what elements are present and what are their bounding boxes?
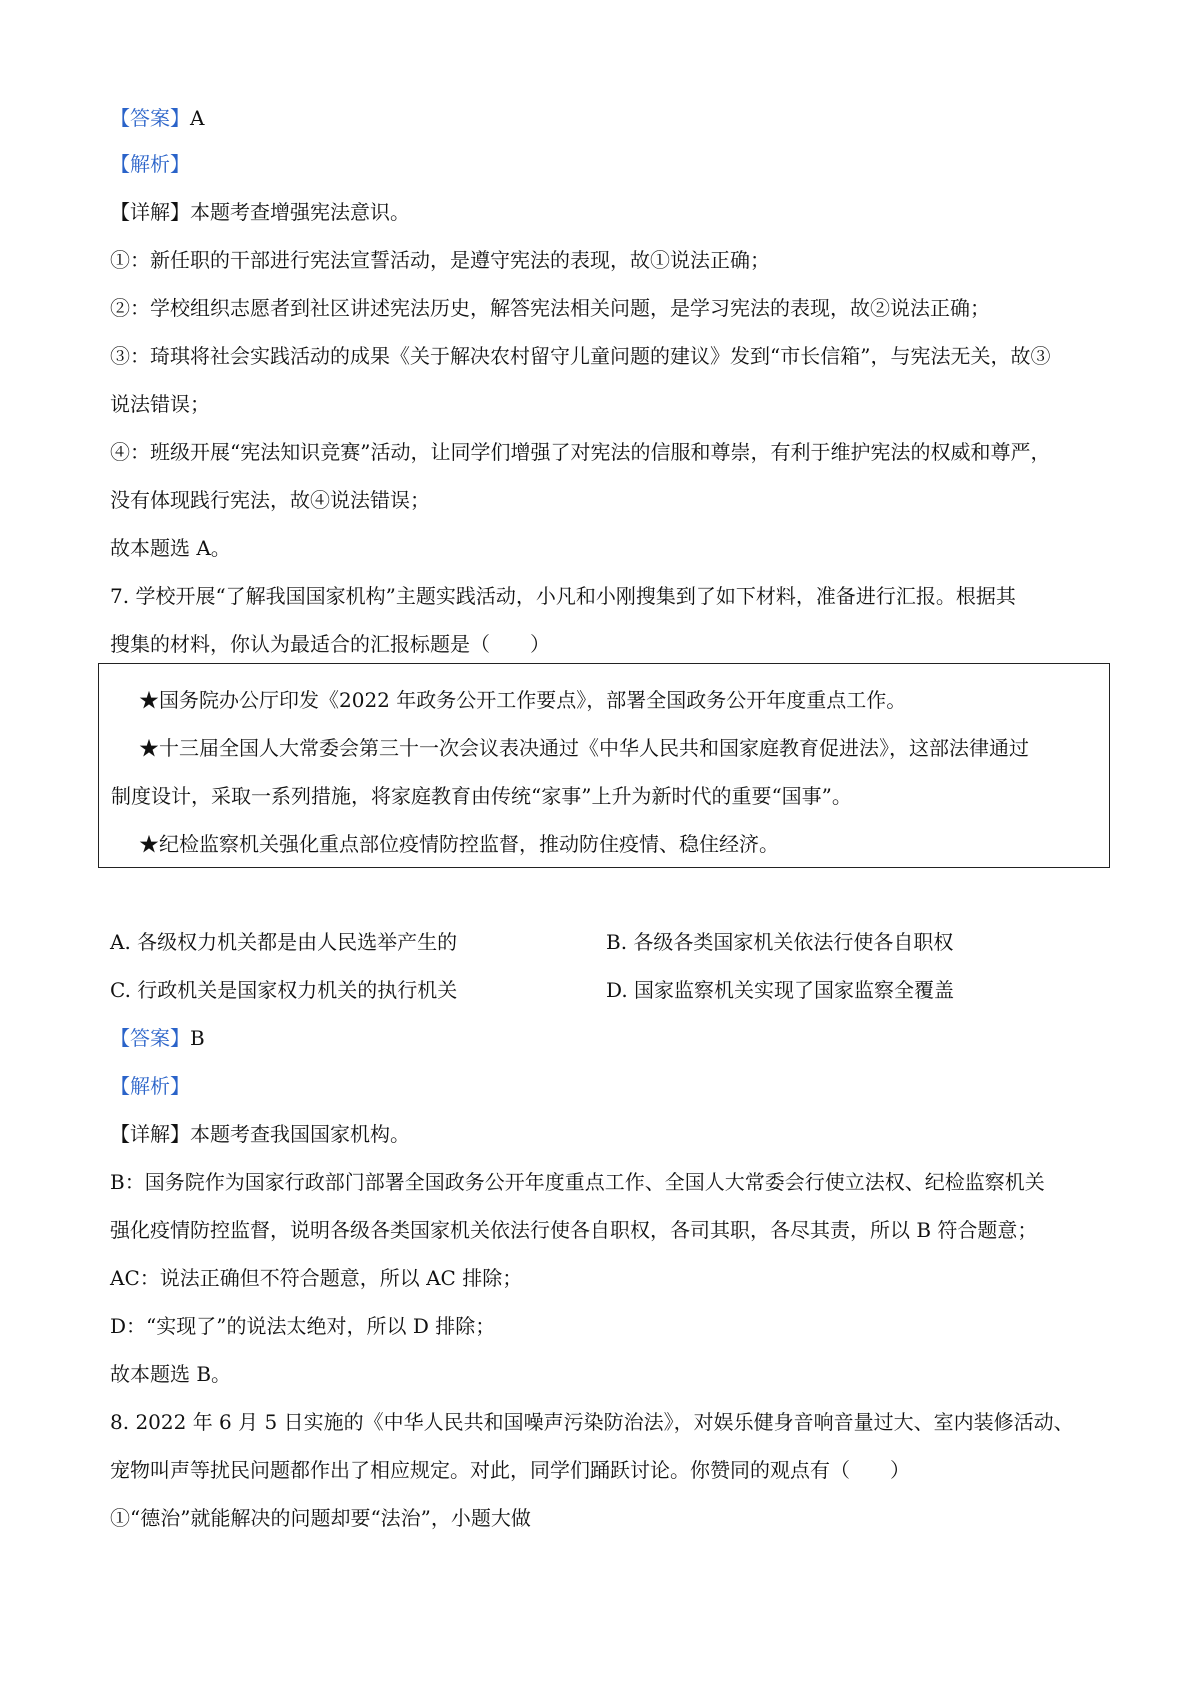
q6-point-4a: ④：班级开展“宪法知识竞赛”活动，让同学们增强了对宪法的信服和尊崇，有利于维护宪法的权威和尊严， <box>110 440 1051 464</box>
q7-material-box <box>98 663 1110 868</box>
q6-point-1: ①：新任职的干部进行宪法宣誓活动，是遵守宪法的表现，故①说法正确； <box>110 248 770 272</box>
answer-value: B <box>190 1026 205 1050</box>
q6-answer <box>110 104 204 132</box>
material-item-3: ★纪检监察机关强化重点部位疫情防控监督，推动防住疫情、稳住经济。 <box>139 832 779 856</box>
q6-point-3b: 说法错误； <box>110 392 210 416</box>
q6-detail: 【详解】本题考查增强宪法意识。 <box>110 200 410 224</box>
answer-tag: 【答案】 <box>110 1026 190 1050</box>
q7-stem-line-2: 搜集的材料，你认为最适合的汇报标题是（ ） <box>110 632 550 656</box>
option-d: D. 国家监察机关实现了国家监察全覆盖 <box>606 978 955 1002</box>
q8-statement-1: ①“德治”就能解决的问题却要“法治”，小题大做 <box>110 1506 531 1530</box>
q7-answer <box>110 1024 205 1052</box>
option-c: C. 行政机关是国家权力机关的执行机关 <box>110 978 458 1002</box>
q7-b-line-2: 强化疫情防控监督，说明各级各类国家机关依法行使各自职权，各司其职，各尽其责，所以 B 符合题意； <box>110 1218 1038 1242</box>
q7-b-line-1: B：国务院作为国家行政部门部署全国政务公开年度重点工作、全国人大常委会行使立法权、纪检监察机关 <box>110 1170 1045 1194</box>
q6-analysis-tag: 【解析】 <box>110 152 190 176</box>
q6-conclusion: 故本题选 A。 <box>110 536 231 560</box>
option-b: B. 各级各类国家机关依法行使各自职权 <box>606 930 954 954</box>
answer-tag: 【答案】 <box>110 106 190 130</box>
q7-ac-line: AC：说法正确但不符合题意，所以 AC 排除； <box>110 1266 523 1290</box>
q6-point-4b: 没有体现践行宪法，故④说法错误； <box>110 488 430 512</box>
q8-stem-line-1: 8. 2022 年 6 月 5 日实施的《中华人民共和国噪声污染防治法》，对娱乐健身音响音量过大、室内装修活动、 <box>110 1410 1074 1434</box>
q7-analysis-tag: 【解析】 <box>110 1074 190 1098</box>
material-item-2b: 制度设计，采取一系列措施，将家庭教育由传统“家事”上升为新时代的重要“国事”。 <box>111 784 852 808</box>
q6-point-2: ②：学校组织志愿者到社区讲述宪法历史，解答宪法相关问题，是学习宪法的表现，故②说法正确； <box>110 296 990 320</box>
q7-d-line: D：“实现了”的说法太绝对，所以 D 排除； <box>110 1314 496 1338</box>
q6-point-3a: ③：琦琪将社会实践活动的成果《关于解决农村留守儿童问题的建议》发到“市长信箱”，与宪法无关，故③ <box>110 344 1051 368</box>
q7-conclusion: 故本题选 B。 <box>110 1362 232 1386</box>
q8-stem-line-2: 宠物叫声等扰民问题都作出了相应规定。对此，同学们踊跃讨论。你赞同的观点有（ ） <box>110 1458 910 1482</box>
material-item-2a: ★十三届全国人大常委会第三十一次会议表决通过《中华人民共和国家庭教育促进法》，这部法律通过 <box>139 736 1029 760</box>
q7-stem-line-1: 7. 学校开展“了解我国国家机构”主题实践活动，小凡和小刚搜集到了如下材料，准备进行汇报。根据其 <box>110 584 1016 608</box>
material-item-1: ★国务院办公厅印发《2022 年政务公开工作要点》，部署全国政务公开年度重点工作。 <box>139 688 907 712</box>
q7-detail: 【详解】本题考查我国国家机构。 <box>110 1122 410 1146</box>
answer-value: A <box>190 106 205 130</box>
option-a: A. 各级权力机关都是由人民选举产生的 <box>110 930 458 954</box>
